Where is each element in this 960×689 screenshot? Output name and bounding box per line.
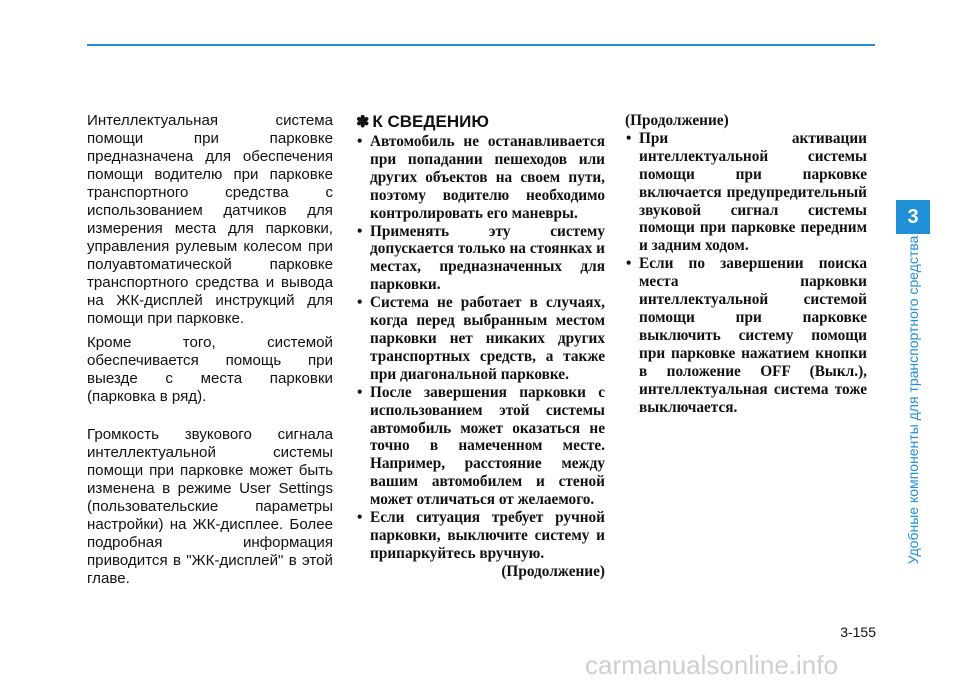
paragraph-intro: Интеллектуальная система помощи при парковке предназначена для обеспечения помощи водителю при парковке транспортного средства с использованием датчиков для измерения места для парковки, управления рулевым колесом при полуавтоматической парковке транспортного средства и вывода на ЖК-дисплей инструкций для помощи при парковке. [87,112,333,327]
note-bullet-list [356,133,605,563]
continued-heading: (Продолжение) [625,112,729,129]
list-item: • После завершения парковки с использованием этой системы автомобиль может оказаться не точно в намеченном месте. Например, расстояние между вашим автомобилем и стеной может отличаться от желаемого. [357,383,605,509]
bullet-icon: • [626,255,632,273]
bullet-icon: • [357,509,363,527]
paragraph-exit-assist: Кроме того, системой обеспечивается помощь при выезде с места парковки (парковка в ряд). [87,334,333,405]
bullet-icon: • [626,129,632,147]
header-rule [87,44,875,46]
list-item: • Если по завершении поиска места парковки интеллектуальной системой помощи при парковке выключить систему помощи при парковке нажатием кнопки в положение OFF (Выкл.), интеллектуальная система тоже выключается. [626,255,867,416]
continued-label: (Продолжение) [501,562,605,580]
watermark: carmanualsonline.info [585,650,838,680]
section-side-title: Удобные компоненты для транспортного средства [905,235,921,565]
list-item: • Автомобиль не останавливается при попадании пешеходов или других объектов на своем пути, поэтому водителю необходимо контролировать его маневры. [357,133,605,222]
note-heading [356,112,605,133]
bullet-icon: • [357,294,363,312]
bullet-icon: • [357,222,363,240]
left-column [87,112,333,588]
bullet-icon: • [357,383,363,401]
note-star-icon: ✽ [356,114,370,131]
note-title: К СВЕДЕНИЮ [372,112,489,131]
right-column [625,112,867,416]
continued-bullet-list [625,130,867,417]
note-column [356,112,605,581]
list-item: • Система не работает в случаях, когда перед выбранным местом парковки нет никаких других транспортных средств, а также при диагональной парковке. [357,294,605,383]
bullet-icon: • [357,133,363,150]
paragraph-volume-settings: Громкость звукового сигнала интеллектуальной системы помощи при парковке может быть изменена в режиме User Settings (пользовательские параметры настройки) на ЖК-дисплее. Более подробная информация приводится в "ЖК-дисплей" в этой главе. [87,426,333,587]
page-number: 3-155 [840,624,876,640]
list-item: • Если ситуация требует ручной парковки, выключите систему и припаркуйтесь вручную. [357,509,605,562]
list-item: • При активации интеллектуальной системы помощи при парковке включается предупредительный звуковой сигнал системы помощи при парковке передним и задним ходом. [626,129,867,255]
chapter-number-badge: 3 [896,200,930,234]
list-item: • Применять эту систему допускается только на стоянках и местах, предназначенных для парковки. [357,222,605,294]
